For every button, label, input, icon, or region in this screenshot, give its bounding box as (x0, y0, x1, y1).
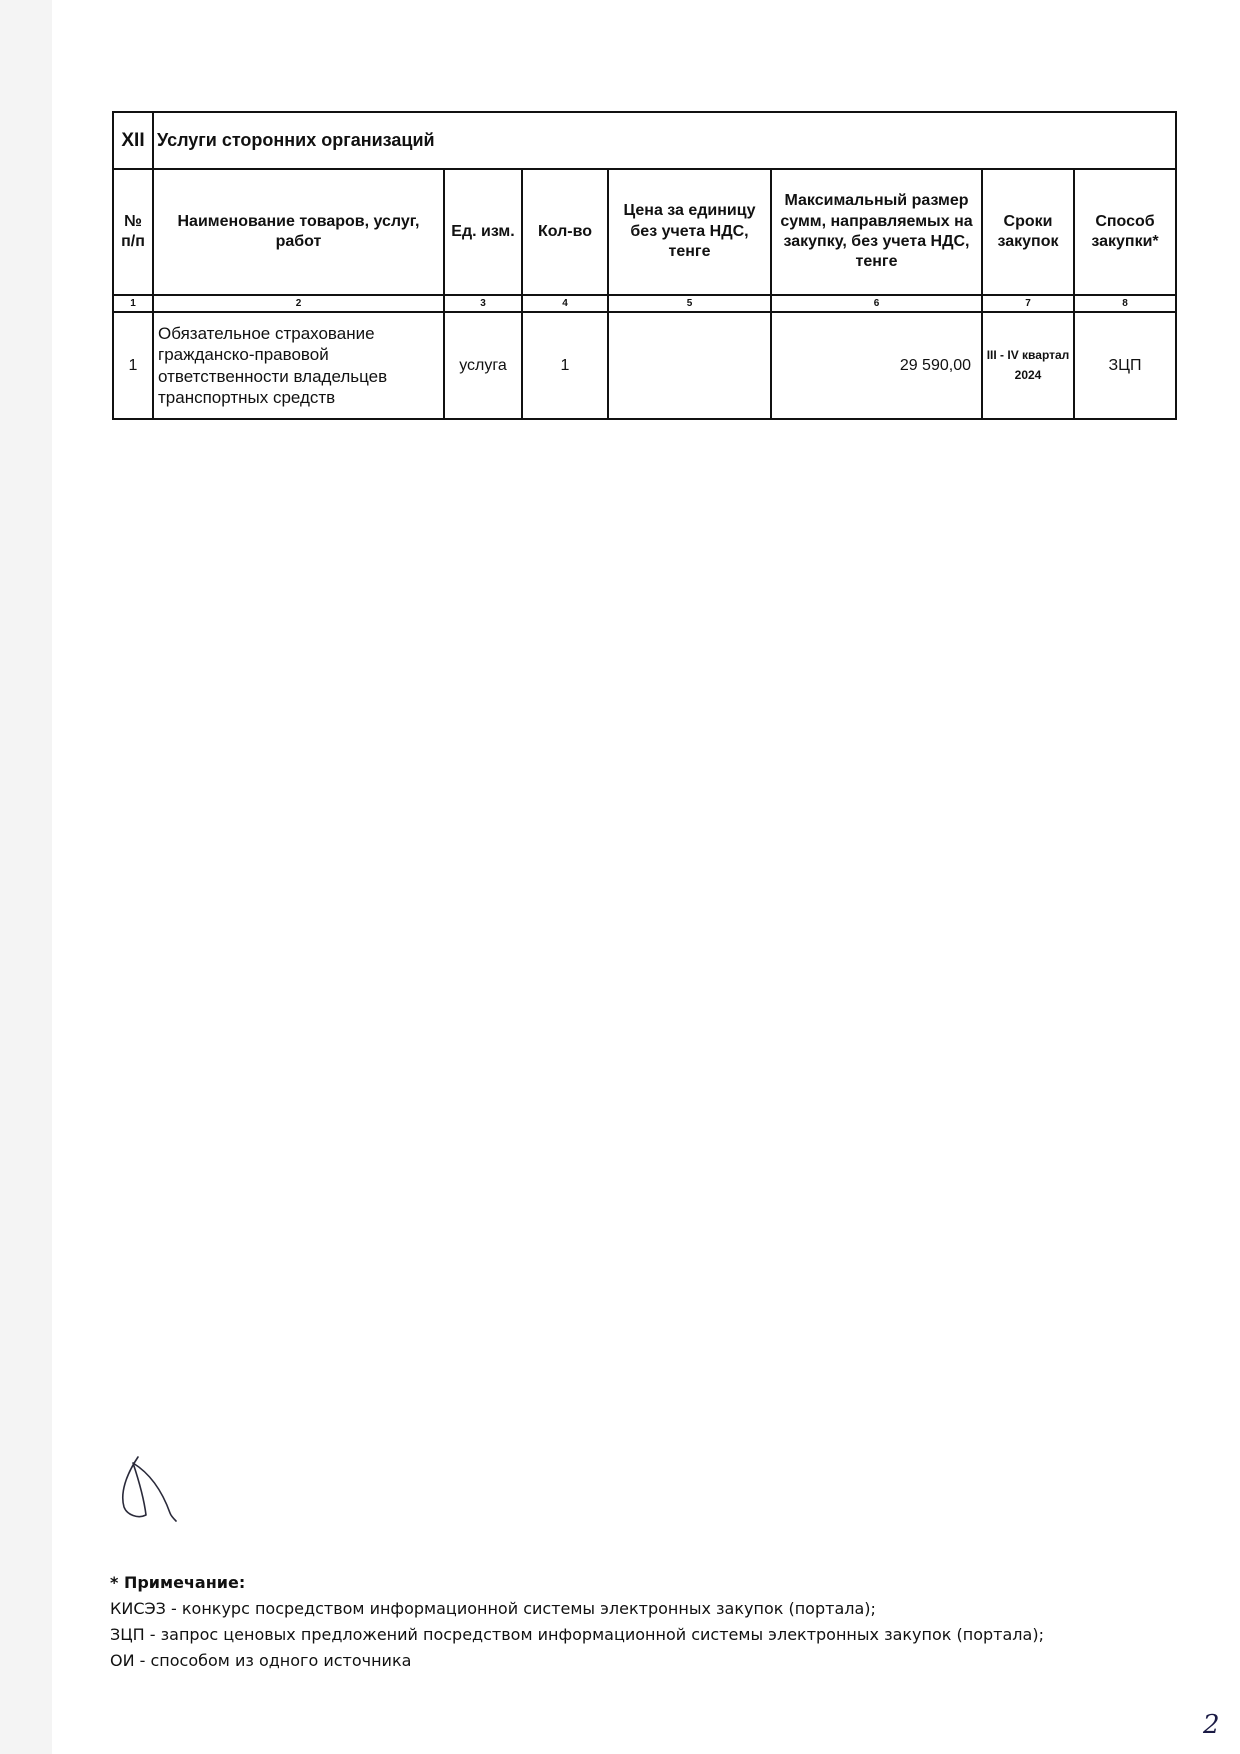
row-term: III - IV квартал 2024 (982, 312, 1074, 419)
page-number: 2 (1203, 1710, 1220, 1740)
column-index: 2 (153, 295, 444, 312)
column-index: 5 (608, 295, 771, 312)
footnote-title: * Примечание: (110, 1573, 246, 1592)
header-num: № п/п (113, 169, 153, 295)
header-qty: Кол-во (522, 169, 608, 295)
row-max-sum: 29 590,00 (771, 312, 982, 419)
table-row (113, 312, 1176, 419)
row-method: ЗЦП (1074, 312, 1176, 419)
section-number: XII (113, 112, 153, 169)
column-index: 8 (1074, 295, 1176, 312)
row-unit: услуга (444, 312, 522, 419)
footnote-line: КИСЭЗ - конкурс посредством информационной системы электронных закупок (портала); (110, 1599, 876, 1618)
row-qty: 1 (522, 312, 608, 419)
footnote (110, 1570, 1044, 1674)
section-header-row (113, 112, 1176, 169)
section-title: Услуги сторонних организаций (153, 112, 1176, 169)
header-max-sum: Максимальный размер сумм, направляемых на закупку, без учета НДС, тенге (771, 169, 982, 295)
column-index: 7 (982, 295, 1074, 312)
procurement-table (112, 111, 1177, 420)
header-method: Способ закупки* (1074, 169, 1176, 295)
signature-mark (108, 1455, 198, 1545)
column-index: 3 (444, 295, 522, 312)
column-index: 1 (113, 295, 153, 312)
column-index: 4 (522, 295, 608, 312)
column-index-row (113, 295, 1176, 312)
footnote-line: ЗЦП - запрос ценовых предложений посредством информационной системы электронных закупок (портала); (110, 1625, 1044, 1644)
header-term: Сроки закупок (982, 169, 1074, 295)
row-price (608, 312, 771, 419)
header-name: Наименование товаров, услуг, работ (153, 169, 444, 295)
row-name: Обязательное страхование гражданско-правовой ответственности владельцев транспортных средств (153, 312, 444, 419)
column-index: 6 (771, 295, 982, 312)
footnote-line: ОИ - способом из одного источника (110, 1651, 412, 1670)
header-unit: Ед. изм. (444, 169, 522, 295)
header-price: Цена за единицу без учета НДС, тенге (608, 169, 771, 295)
row-num: 1 (113, 312, 153, 419)
column-header-row (113, 169, 1176, 295)
